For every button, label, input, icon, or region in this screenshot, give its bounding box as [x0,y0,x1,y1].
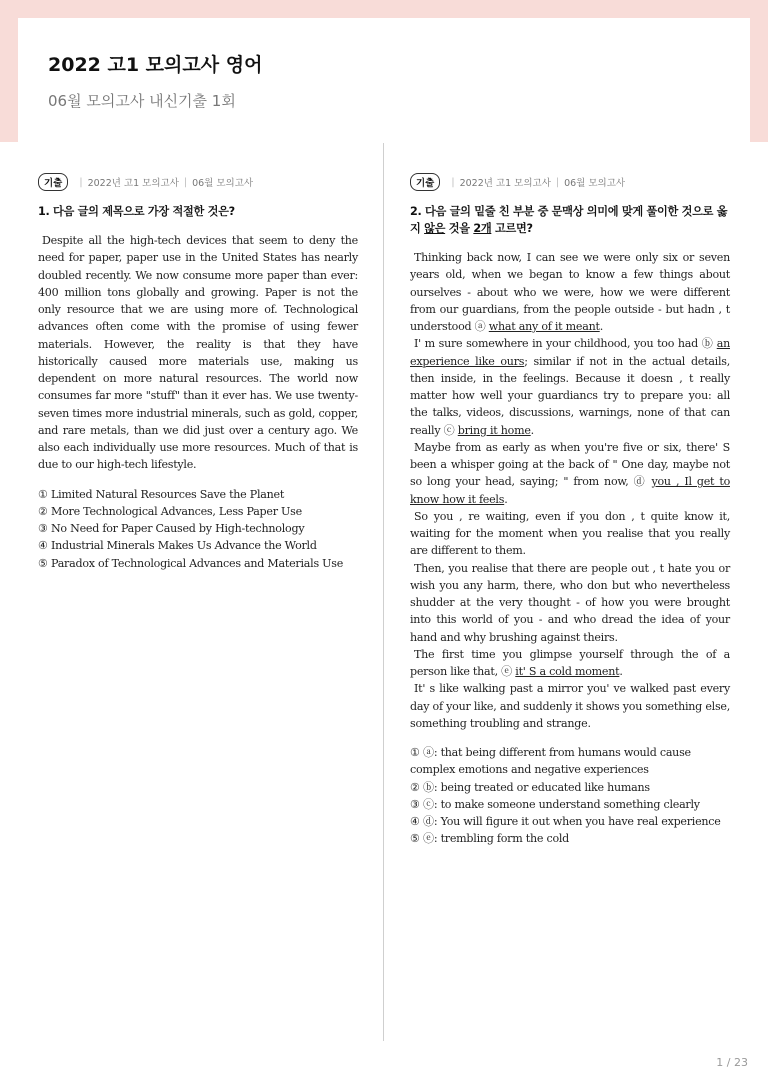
page-number: 1 / 23 [716,1056,748,1069]
choice-1[interactable]: ① ⓐ: that being different from humans would cause complex emotions and negative experiences [410,746,691,777]
month-label: 06월 모의고사 [564,178,626,189]
prompt-text: 것을 [445,222,474,235]
tag-separator: | [183,176,188,188]
exam-badge: 기출 [38,173,68,191]
choice-5[interactable]: ⑤ Paradox of Technological Advances and Materials Use [38,556,344,570]
underlined-e: it' S a cold moment [515,665,620,678]
passage-paragraph [410,249,730,335]
prompt-underline: 않은 [424,222,446,235]
passage-paragraph [410,646,730,681]
passage-paragraph [410,439,730,508]
choice-5[interactable]: ⑤ ⓔ: trembling form the cold [410,832,570,846]
question-1 [38,172,358,572]
question-1-choices [38,486,358,572]
question-1-prompt: 1. 다음 글의 제목으로 가장 적절한 것은? [38,205,235,218]
passage-text: The first time you glimpse yourself through the of a person like that, ⓔ [410,647,730,678]
passage-paragraph: Despite all the high-tech devices that seem to deny the need for paper, paper use in the United States has nearly doubled recently. We now consume more paper than ever: 400 million tons globally and growing. Paper is not the only resource that we are using more of. Technological advances often come with the promise of using fewer materials. However, the reality is that they have historically caused more materials use, making us dependent on more natural resources. The world now consumes far more "stuff" than it ever has. We use twenty-seven times more industrial minerals, such as gold, copper, and rare metals, than we did just over a century ago. We also each individually use more resources. Much of that is due to our high-tech lifestyle. [38,234,358,472]
passage-paragraph [410,335,730,439]
question-2-choices [410,744,730,848]
passage-text: . [530,423,534,437]
passage-text: I' m sure somewhere in your childhood, you too had ⓑ [414,337,717,351]
exam-badge: 기출 [410,173,440,191]
tag-separator: | [79,176,83,188]
header-card [18,18,750,142]
choice-2[interactable]: ② ⓑ: being treated or educated like humans [410,780,650,794]
question-1-tags [38,172,358,192]
column-divider [383,143,384,1041]
underlined-c: bring it home [457,423,531,437]
question-2-prompt [410,203,730,237]
tag-separator: | [451,176,455,188]
passage-text: Thinking back now, I can see we were only six or seven years old, when we began to know a few things about ourselves - about who we were, how we were different from our guardians, from the people outside - but hadn , t understood ⓐ [410,251,730,333]
prompt-text: 고르면? [491,222,533,235]
year-label: 2022년 고1 모의고사 [459,178,551,189]
question-2-passage [410,249,730,732]
question-2 [410,172,730,848]
page-title: 2022 고1 모의고사 영어 [48,54,263,76]
choice-3[interactable]: ③ No Need for Paper Caused by High-technology [38,522,305,535]
underlined-b: an experience like ours [410,337,730,368]
underlined-a: what any of it meant [488,320,600,333]
choice-4[interactable]: ④ Industrial Minerals Makes Us Advance the World [38,539,317,553]
passage-text: . [599,320,603,333]
passage-text: . [619,665,623,678]
year-label: 2022년 고1 모의고사 [87,178,179,189]
page-subtitle: 06월 모의고사 내신기출 1회 [48,92,236,110]
tag-separator: | [555,176,560,188]
passage-paragraph: It' s like walking past a mirror you' ve walked past every day of your like, and suddenly it shows you something else, something troubling and strange. [410,682,730,730]
prompt-underline: 2개 [473,222,492,235]
passage-text: ; similar if not in the actual details, then inside, in the feelings. Because it doesn , t really matter how well your guardiancs try to prepare you: all the talks, videos, discussions, warnings, none of that can really ⓒ [410,354,730,437]
passage-text: . [504,492,508,506]
choice-4[interactable]: ④ ⓓ: You will figure it out when you have real experience [410,815,721,828]
question-2-tags [410,172,730,192]
underlined-d: you , Il get to know how it feels [410,475,730,506]
choice-2[interactable]: ② More Technological Advances, Less Paper Use [38,504,302,518]
choice-3[interactable]: ③ ⓒ: to make someone understand something clearly [410,797,700,811]
prompt-text: 2. 다음 글의 밑줄 친 부분 중 문맥상 의미에 맞게 풀이한 것으로 옳지 [410,205,728,235]
question-1-passage [38,232,358,474]
month-label: 06월 모의고사 [192,178,254,189]
passage-paragraph: So you , re waiting, even if you don , t quite know it, waiting for the moment when you realise that you really are different to them. [410,509,730,558]
passage-text: Maybe from as early as when you're five or six, there' S been a whisper going at the back of " One day, maybe not so long your head, saying; " from now, ⓓ [410,440,730,489]
passage-paragraph: Then, you realise that there are people out , t hate you or wish you any harm, there, who don but who nevertheless shudder at the very thought - of how you were brought into this world of you - and who dread the idea of your hand and why brushing against theirs. [410,561,730,644]
choice-1[interactable]: ① Limited Natural Resources Save the Planet [38,487,285,501]
